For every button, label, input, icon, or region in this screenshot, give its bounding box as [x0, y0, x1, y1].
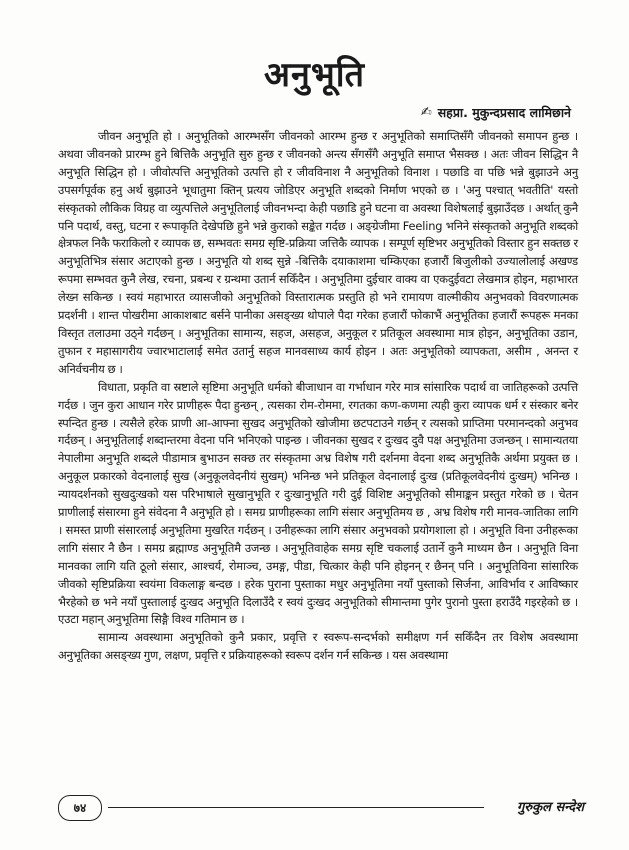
article-title: अनुभूति	[264, 55, 365, 95]
paragraph: सामान्य अवस्थामा अनुभूतिको कुनै प्रकार, प्रवृत्ति र स्वरूप-सन्दर्भको समीक्षण गर्न सकिँदैन तर विशेष अवस्थामा अनुभूतिका असङ्ख्य गुण, लक्षण, प्रवृत्ति र प्रक्रियाहरूको स्वरूप दर्शन गर्न सकिन्छ । यस अवस्थामा	[58, 630, 578, 663]
page-footer	[58, 795, 584, 823]
author-name: सहप्रा. मुकुन्दप्रसाद लामिछाने	[437, 105, 571, 120]
footer-divider	[108, 807, 484, 808]
magazine-name: गुरुकुल सन्देश	[517, 800, 584, 815]
pen-icon: ✍	[420, 105, 432, 120]
paragraph: विधाता, प्रकृति वा स्रष्टाले सृष्टिमा अनुभूति धर्मको बीजाधान वा गर्भाधान गरेर मात्र सांसारिक पदार्थ वा जातिहरूको उत्पत्ति गर्दछ । जुन कुरा आधान गरेर प्राणीहरू पैदा हुन्छन् , त्यसका रोम-रोममा, रगतका कण-कणमा त्यही कुरा व्यापक धर्म र संस्कार बनेर स्पन्दित हुन्छ । त्यसैले हरेक प्राणी आ-आफ्ना सुखद अनुभूतिको खोजीमा छटपटाउने गर्छन् र त्यसको प्राप्तिमा परमानन्दको अनुभव गर्दछन् । अनुभूतिलाई शब्दान्तरमा वेदना पनि भनिएको पाइन्छ । जीवनका सुखद र दुःखद दुवै पक्ष अनुभूतिमा उजन्छन् । सामान्यतया नेपालीमा अनुभूति शब्दले पीडामात्र बुभाउन सक्छ तर संस्कृतमा अभ्र विशेष गरी दर्शनमा वेदना शब्द अनुभूतिकै अर्थमा प्रयुक्त छ । अनुकूल प्रकारको वेदनालाई सुख (अनुकूलवेदनीयं सुखम्) भनिन्छ भने प्रतिकूल वेदनालाई दुःख (प्रतिकूलवेदनीयं दुःखम्) भनिन्छ । न्यायदर्शनको सुखदुःखको यस परिभाषाले सुखानुभूति र दुःखानुभूति गरी दुई विशिष्ट अनुभूतिको सीमाङ्कन प्रस्तुत गरेको छ । चेतन प्राणीलाई संसारमा हुने संवेदना नै अनुभूति हो । समग्र प्राणीहरूका लागि संसार अनुभूतिमय छ , अभ्र विशेष गरी मानव-जातिका लागि । समस्त प्राणी संसारलाई अनुभूतिमा मुखरित गर्दछन् । उनीहरूका लागि संसार अनुभवको प्रयोगशाला हो । अनुभूति विना उनीहरूका लागि संसार नै छैन । समग्र ब्रह्माण्ड अनुभूतिमै उजन्छ । अनुभूतिवाहेक समग्र सृष्टि चकलाई उतार्ने कुनै माध्यम छैन । अनुभूति विना मानवका लागि यति ठूलो संसार, आश्चर्य, रोमाञ्च, उमङ्ग, पीडा, चित्कार केही पनि होइनन् र छैनन् पनि । अनुभूतिविना सांसारिक जीवको सृष्टिप्रक्रिया स्वयंमा विकलाङ्ग बन्दछ । हरेक पुराना पुस्ताका मधुर अनुभूतिमा नयाँ पुस्ताको सिर्जना, आविर्भाव र आविष्कार भैरहेको छ भने नयाँ पुस्तालाई दुःखद अनुभूति दिलाउँदै र स्वयं दुःखद अनुभूतिको सीमान्तमा पुगेर पुरानो पुस्ता हराउँदै गइरहेको छ । एउटा महान् अनुभूतिमा सिङ्गै विश्व गतिमान छ ।	[58, 379, 578, 627]
article-body	[58, 128, 578, 665]
author-byline	[421, 104, 571, 121]
page-number: ७४	[58, 795, 102, 821]
paragraph: जीवन अनुभूति हो । अनुभूतिको आरम्भसँग जीवनको आरम्भ हुन्छ र अनुभूतिको समाप्तिसँगै जीवनको समापन हुन्छ । अथवा जीवनको प्रारम्भ हुने बित्तिकै अनुभूति सुरु हुन्छ र जीवनको अन्त्य सँगसँगै अनुभूति समाप्त भैसक्छ । अतः जीवन सिद्धिन नै अनुभूति सिद्धिन हो । जीवोत्पत्ति अनुभूतिको उत्पत्ति हो र जीवविनाश नै अनुभूतिको विनाश । पछाडि वा पछि भन्ने बुझाउने अनु उपसर्गपूर्वक हनु अर्थ बुझाउने भूधातुमा क्तिन् प्रत्यय जोडिएर अनुभूति शब्दको निर्माण भएको छ । 'अनु पश्चात् भवतीति' यस्तो संस्कृतको लौकिक विग्रह वा व्युत्पत्तिले अनुभूतिलाई जीवनभन्दा केही पछाडि हुने घटना वा अवस्था विशेषलाई बुझाउँदछ । अर्थात् कुनै पनि पदार्थ, वस्तु, घटना र रूपाकृति देखेपछि हुने भन्ने कुराको सङ्केत गर्दछ । अङ्ग्रेजीमा Feeling भनिने संस्कृतको अनुभूति शब्दको क्षेत्रफल निकै फराकिलो र व्यापक छ, सम्भवतः समग्र सृष्टि-प्रक्रिया जत्तिकै व्यापक । सम्पूर्ण सृष्टिभर अनुभूतिको विस्तार हुन सक्तछ र अनुभूतिभित्र संसार अटाएको हुन्छ । अनुभूति यो शब्द सुन्ने -बित्तिकै दयाकाशमा चम्किएका हजारौं बिजुलीको उज्यालोलाई अखण्ड रूपमा सम्भवत कुनै लेख, रचना, प्रबन्ध र ग्रन्थमा उतार्न सकिँदैन । अनुभूतिमा दुईचार वाक्य वा एकदुईवटा लेखमात्र होइन, महाभारत लेख्न सकिन्छ । स्वयं महाभारत व्यासजीको अनुभूतिको विस्तारात्मक प्रस्तुति हो भने रामायण वाल्मीकीय अनुभवको विवरणात्मक प्रदर्शनी । शान्त पोखरीमा आकाशबाट बर्सने पानीका असङ्ख्य थोपाले पैदा गरेका हजारौं फोकाभैं अनुभूतिका हजारौं रूपहरू मनका विस्तृत तलाउमा उठ्ने गर्दछन् । अनुभूतिका सामान्य, सहज, असहज, अनुकूल र प्रतिकूल अवस्थामा मात्र होइन, अनुभूतिका उडान, तुफान र महासागरीय ज्वारभाटालाई समेत उतार्नु सहज मानवसाध्य कार्य होइन । अतः अनुभूतिको व्यापकता, असीम , अनन्त र अनिर्वचनीय छ ।	[58, 129, 578, 376]
